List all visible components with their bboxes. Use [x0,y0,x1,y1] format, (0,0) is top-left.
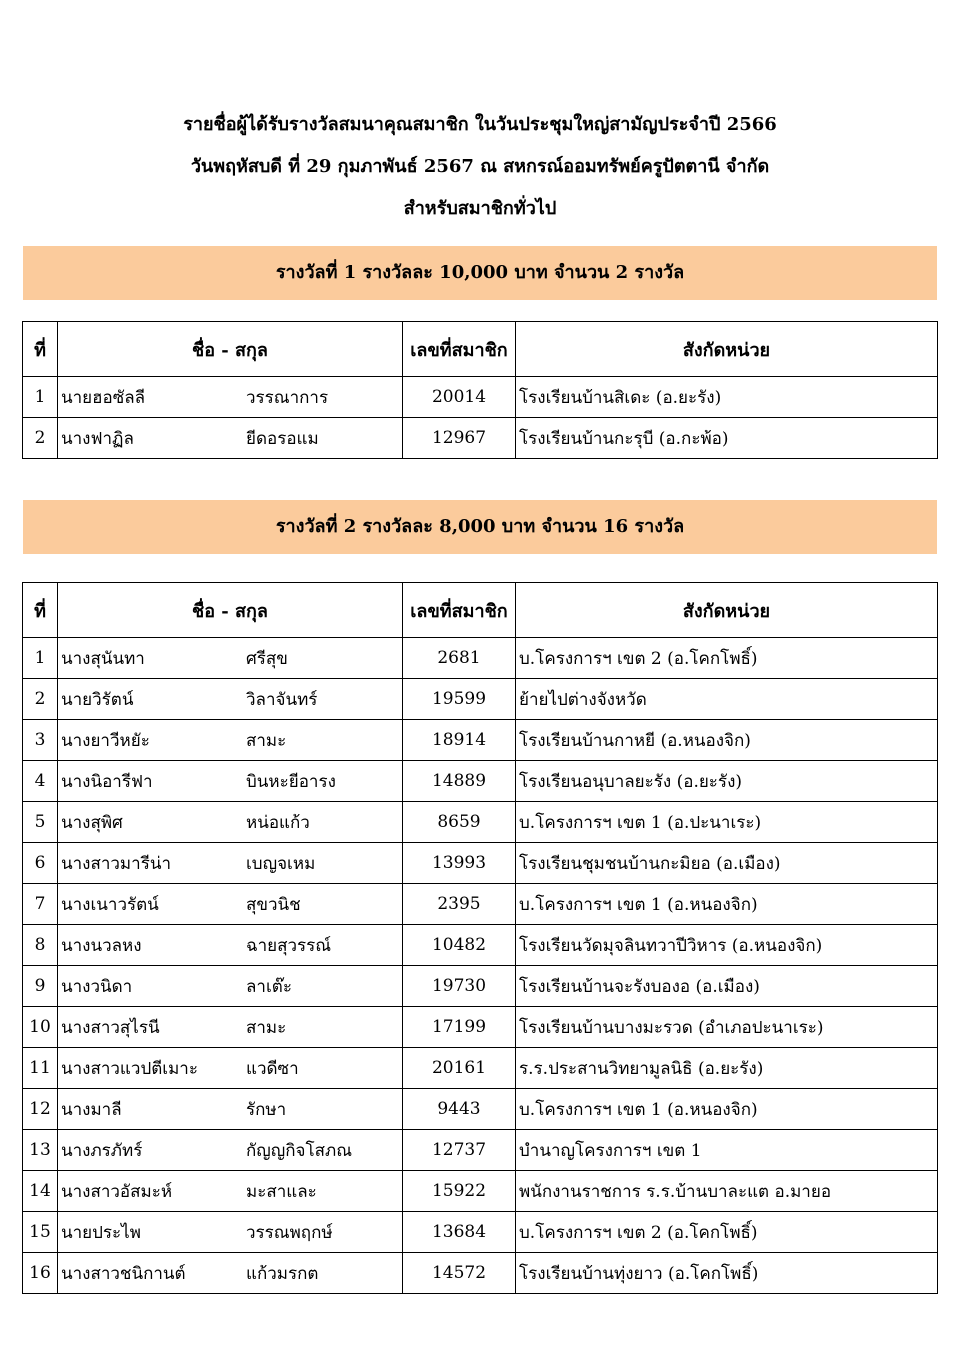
last-name: สามะ [246,730,287,751]
last-name: บินหะยีอารง [246,771,336,792]
table-row [23,1253,938,1294]
prize-1-table [22,321,938,459]
cell-no: 9 [23,966,58,1007]
cell-no: 15 [23,1212,58,1253]
last-name: แก้วมรกต [246,1263,319,1284]
last-name: ลาเต๊ะ [246,976,292,997]
last-name: มะสาและ [246,1181,317,1202]
table-row [23,377,938,418]
cell-name [58,1130,403,1171]
cell-member-id: 19730 [403,966,516,1007]
cell-member-id: 17199 [403,1007,516,1048]
prize-2-table [22,582,938,1294]
cell-member-id: 10482 [403,925,516,966]
cell-member-id: 14889 [403,761,516,802]
cell-unit: โรงเรียนอนุบาลยะรัง (อ.ยะรัง) [516,761,938,802]
cell-unit: ย้ายไปต่างจังหวัด [516,679,938,720]
cell-name [58,720,403,761]
cell-name [58,761,403,802]
column-header-unit: สังกัดหน่วย [516,583,938,638]
cell-name [58,966,403,1007]
table-row [23,843,938,884]
cell-unit: โรงเรียนวัดมุจลินทวาปีวิหาร (อ.หนองจิก) [516,925,938,966]
first-name: นางสุนันทา [61,648,145,669]
cell-no: 1 [23,638,58,679]
cell-name [58,802,403,843]
cell-unit: บ.โครงการฯ เขต 2 (อ.โคกโพธิ์) [516,638,938,679]
cell-name [58,925,403,966]
cell-no: 2 [23,418,58,459]
table-row [23,1171,938,1212]
cell-unit: โรงเรียนบ้านบางมะรวด (อำเภอปะนาเระ) [516,1007,938,1048]
last-name: เบญจเหม [246,853,316,874]
cell-no: 10 [23,1007,58,1048]
cell-no: 11 [23,1048,58,1089]
cell-unit: บำนาญโครงการฯ เขต 1 [516,1130,938,1171]
cell-unit: โรงเรียนบ้านทุ่งยาว (อ.โคกโพธิ์) [516,1253,938,1294]
first-name: นางสุพิศ [61,812,123,833]
cell-name [58,418,403,459]
cell-unit: โรงเรียนบ้านกะรุบี (อ.กะพ้อ) [516,418,938,459]
cell-no: 6 [23,843,58,884]
last-name: หน่อแก้ว [246,812,310,833]
cell-unit: บ.โครงการฯ เขต 1 (อ.หนองจิก) [516,884,938,925]
first-name: นางสาวสุไรนี [61,1017,160,1038]
column-header-member-id: เลขที่สมาชิก [403,322,516,377]
table-row [23,884,938,925]
cell-name [58,1253,403,1294]
first-name: นางภรภัทร์ [61,1140,143,1161]
cell-no: 4 [23,761,58,802]
cell-name [58,1212,403,1253]
cell-member-id: 2681 [403,638,516,679]
last-name: วรรณาการ [246,387,329,408]
cell-member-id: 20014 [403,377,516,418]
table-header-row [23,322,938,377]
table-row [23,802,938,843]
document-header [0,104,960,230]
first-name: นางวนิดา [61,976,133,997]
table-header-row [23,583,938,638]
cell-member-id: 13993 [403,843,516,884]
cell-name [58,638,403,679]
cell-unit: บ.โครงการฯ เขต 1 (อ.ปะนาเระ) [516,802,938,843]
title-line-2: วันพฤหัสบดี ที่ 29 กุมภาพันธ์ 2567 ณ สหกรณ์ออมทรัพย์ครูปัตตานี จำกัด [190,156,770,177]
cell-member-id: 8659 [403,802,516,843]
prize-1-banner: รางวัลที่ 1 รางวัลละ 10,000 บาท จำนวน 2 รางวัล [23,246,937,300]
title-line-1: รายชื่อผู้ได้รับรางวัลสมนาคุณสมาชิก ในวันประชุมใหญ่สามัญประจำปี 2566 [183,114,777,135]
first-name: นางนวลหง [61,935,142,956]
cell-name [58,843,403,884]
first-name: นายประไพ [61,1222,141,1243]
first-name: นางสาวมารีน่า [61,853,171,874]
last-name: รักษา [246,1099,287,1120]
first-name: นายฮอซัลลี [61,387,146,408]
cell-name [58,884,403,925]
last-name: สามะ [246,1017,287,1038]
column-header-name: ชื่อ - สกุล [58,322,403,377]
cell-unit: พนักงานราชการ ร.ร.บ้านบาละแต อ.มายอ [516,1171,938,1212]
cell-name [58,679,403,720]
last-name: ฉายสุวรรณ์ [246,935,332,956]
table-row [23,925,938,966]
cell-no: 7 [23,884,58,925]
column-header-member-id: เลขที่สมาชิก [403,583,516,638]
first-name: นางยาวีหยัะ [61,730,150,751]
last-name: ยีดอรอแม [246,428,319,449]
cell-no: 2 [23,679,58,720]
cell-unit: ร.ร.ประสานวิทยามูลนิธิ (อ.ยะรัง) [516,1048,938,1089]
cell-no: 14 [23,1171,58,1212]
cell-name [58,1048,403,1089]
last-name: แวดีซา [246,1058,299,1079]
cell-no: 16 [23,1253,58,1294]
cell-no: 12 [23,1089,58,1130]
cell-name [58,1007,403,1048]
cell-unit: โรงเรียนบ้านกาหยี (อ.หนองจิก) [516,720,938,761]
table-row [23,1212,938,1253]
last-name: วรรณพฤกษ์ [246,1222,333,1243]
cell-name [58,377,403,418]
cell-member-id: 20161 [403,1048,516,1089]
prize-2-banner: รางวัลที่ 2 รางวัลละ 8,000 บาท จำนวน 16 รางวัล [23,500,937,554]
cell-name [58,1089,403,1130]
last-name: กัญญกิจโสภณ [246,1140,353,1161]
first-name: นายวิรัตน์ [61,689,134,710]
first-name: นางนิอารีฟา [61,771,153,792]
cell-unit: บ.โครงการฯ เขต 2 (อ.โคกโพธิ์) [516,1212,938,1253]
first-name: นางฟาฏิล [61,428,134,449]
table-row [23,761,938,802]
cell-unit: โรงเรียนชุมชนบ้านกะมิยอ (อ.เมือง) [516,843,938,884]
table-row [23,1130,938,1171]
cell-member-id: 14572 [403,1253,516,1294]
cell-name [58,1171,403,1212]
column-header-no: ที่ [23,322,58,377]
table-row [23,966,938,1007]
first-name: นางสาวอัสมะห์ [61,1181,173,1202]
table-row [23,1089,938,1130]
cell-member-id: 2395 [403,884,516,925]
cell-unit: โรงเรียนบ้านสิเดะ (อ.ยะรัง) [516,377,938,418]
first-name: นางมาลี [61,1099,122,1120]
cell-unit: โรงเรียนบ้านจะรังบองอ (อ.เมือง) [516,966,938,1007]
cell-no: 5 [23,802,58,843]
first-name: นางเนาวรัตน์ [61,894,159,915]
cell-member-id: 15922 [403,1171,516,1212]
cell-unit: บ.โครงการฯ เขต 1 (อ.หนองจิก) [516,1089,938,1130]
table-row [23,679,938,720]
column-header-name: ชื่อ - สกุล [58,583,403,638]
cell-member-id: 19599 [403,679,516,720]
last-name: สุขวนิช [246,894,301,915]
first-name: นางสาวแวปตีเมาะ [61,1058,198,1079]
column-header-no: ที่ [23,583,58,638]
last-name: ศรีสุข [246,648,288,669]
cell-member-id: 12967 [403,418,516,459]
table-row [23,1007,938,1048]
cell-member-id: 18914 [403,720,516,761]
table-row [23,638,938,679]
cell-no: 1 [23,377,58,418]
title-line-3: สำหรับสมาชิกทั่วไป [403,198,557,219]
cell-member-id: 13684 [403,1212,516,1253]
column-header-unit: สังกัดหน่วย [516,322,938,377]
cell-no: 8 [23,925,58,966]
cell-member-id: 9443 [403,1089,516,1130]
table-row [23,418,938,459]
table-row [23,720,938,761]
cell-no: 13 [23,1130,58,1171]
cell-member-id: 12737 [403,1130,516,1171]
first-name: นางสาวชนิกานต์ [61,1263,186,1284]
table-row [23,1048,938,1089]
last-name: วิลาจันทร์ [246,689,318,710]
cell-no: 3 [23,720,58,761]
